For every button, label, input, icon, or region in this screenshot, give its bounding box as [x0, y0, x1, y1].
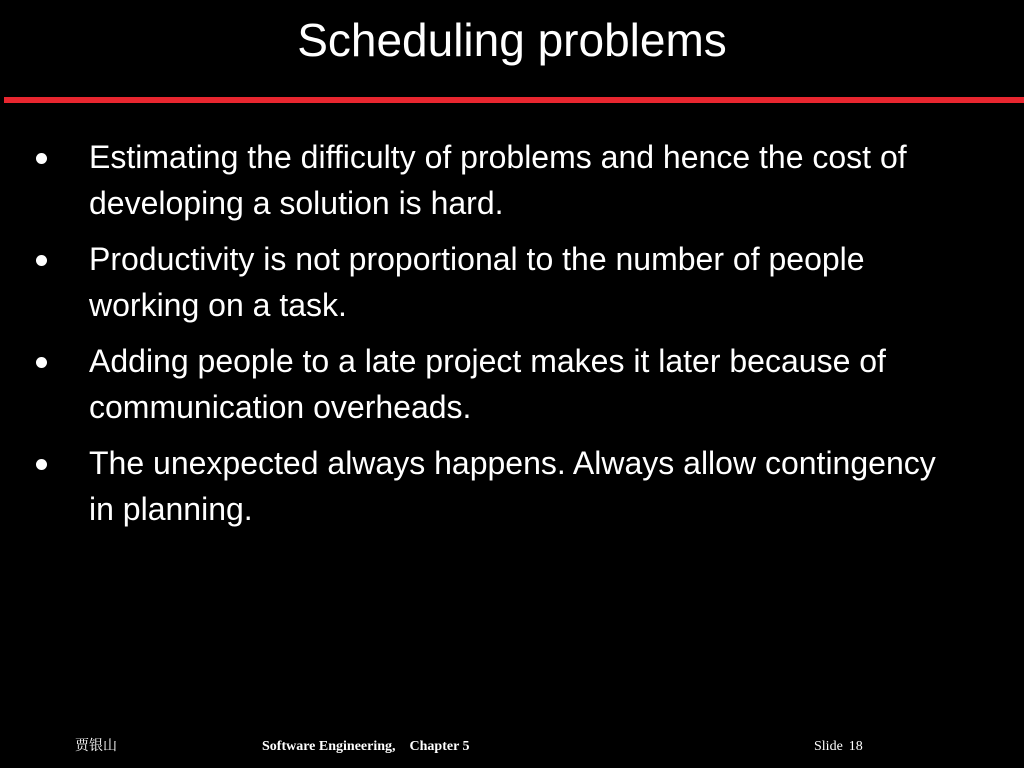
bullet-list	[0, 134, 1024, 542]
footer-course-chapter	[262, 738, 470, 756]
footer-slide-number	[814, 738, 863, 756]
bullet-dot-icon	[36, 255, 47, 266]
footer-slide-label: Slide	[814, 739, 843, 754]
bullet-dot-icon	[36, 357, 47, 368]
bullet-text: Estimating the difficulty of problems and hence the cost of developing a solution is hard.	[89, 139, 907, 221]
bullet-dot-icon	[36, 153, 47, 164]
slide-title: Scheduling problems	[297, 14, 727, 66]
bullet-text: Productivity is not proportional to the number of people working on a task.	[89, 241, 865, 323]
bullet-item	[0, 440, 1024, 532]
bullet-item	[0, 236, 1024, 328]
bullet-text: The unexpected always happens. Always allow contingency in planning.	[89, 445, 936, 527]
bullet-item	[0, 134, 1024, 226]
bullet-item	[0, 338, 1024, 430]
bullet-dot-icon	[36, 459, 47, 470]
footer-author: 贾银山	[75, 739, 117, 754]
title-divider	[4, 97, 1024, 103]
footer-course-text: Software Engineering, Chapter 5	[262, 739, 470, 754]
footer-slide-value: 18	[848, 739, 863, 754]
bullet-text: Adding people to a late project makes it later because of communication overheads.	[89, 343, 886, 425]
